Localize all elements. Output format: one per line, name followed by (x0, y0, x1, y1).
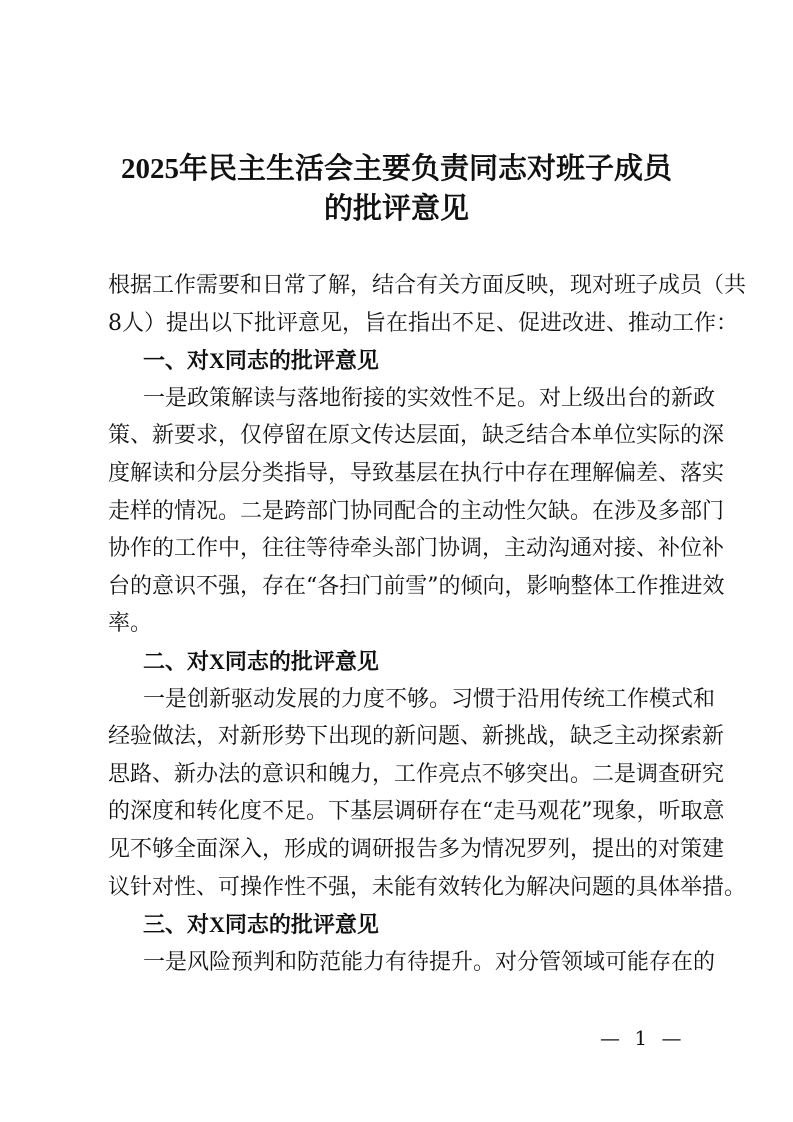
paragraph-line: 度解读和分层分类指导，导致基层在执行中存在理解偏差、落实 (108, 460, 725, 486)
section-heading: 二、对X同志的批评意见 (143, 648, 379, 674)
paragraph-line: 经验做法，对新形势下出现的新问题、新挑战，缺乏主动探索新 (108, 724, 725, 750)
document-body (108, 267, 747, 981)
paragraph-line: 8人）提出以下批评意见，旨在指出不足、促进改进、推动工作： (108, 310, 738, 336)
document-title-line-2: 的批评意见 (323, 193, 469, 225)
paragraph-line: 一是政策解读与落地衔接的实效性不足。对上级出台的新政 (143, 385, 716, 411)
paragraph-line: 策、新要求，仅停留在原文传达层面，缺乏结合本单位实际的深 (108, 423, 725, 449)
paragraph-line: 根据工作需要和日常了解，结合有关方面反映，现对班子成员（共 (108, 273, 747, 298)
section-heading: 一、对X同志的批评意见 (143, 348, 379, 374)
page-number: — 1 — (600, 1026, 686, 1050)
paragraph-line: 见不够全面深入，形成的调研报告多为情况罗列，提出的对策建 (108, 836, 725, 862)
paragraph-line: 率。 (108, 611, 153, 637)
paragraph-line: 一是创新驱动发展的力度不够。习惯于沿用传统工作模式和 (143, 686, 716, 712)
document-title-line-1: 2025年民主生活会主要负责同志对班子成员 (120, 153, 672, 185)
paragraph-line: 的深度和转化度不足。下基层调研存在“走马观花”现象，听取意 (108, 799, 725, 825)
paragraph-line: 议针对性、可操作性不强，未能有效转化为解决问题的具体举措。 (108, 874, 747, 900)
paragraph-line: 协作的工作中，往往等待牵头部门协调，主动沟通对接、补位补 (108, 536, 725, 562)
paragraph-line: 走样的情况。二是跨部门协同配合的主动性欠缺。在涉及多部门 (108, 498, 725, 524)
paragraph-line: 台的意识不强，存在“各扫门前雪”的倾向，影响整体工作推进效 (108, 573, 725, 599)
paragraph-line: 一是风险预判和防范能力有待提升。对分管领域可能存在的 (143, 949, 716, 975)
section-heading: 三、对X同志的批评意见 (143, 912, 379, 938)
paragraph-line: 思路、新办法的意识和魄力，工作亮点不够突出。二是调查研究 (108, 761, 725, 787)
